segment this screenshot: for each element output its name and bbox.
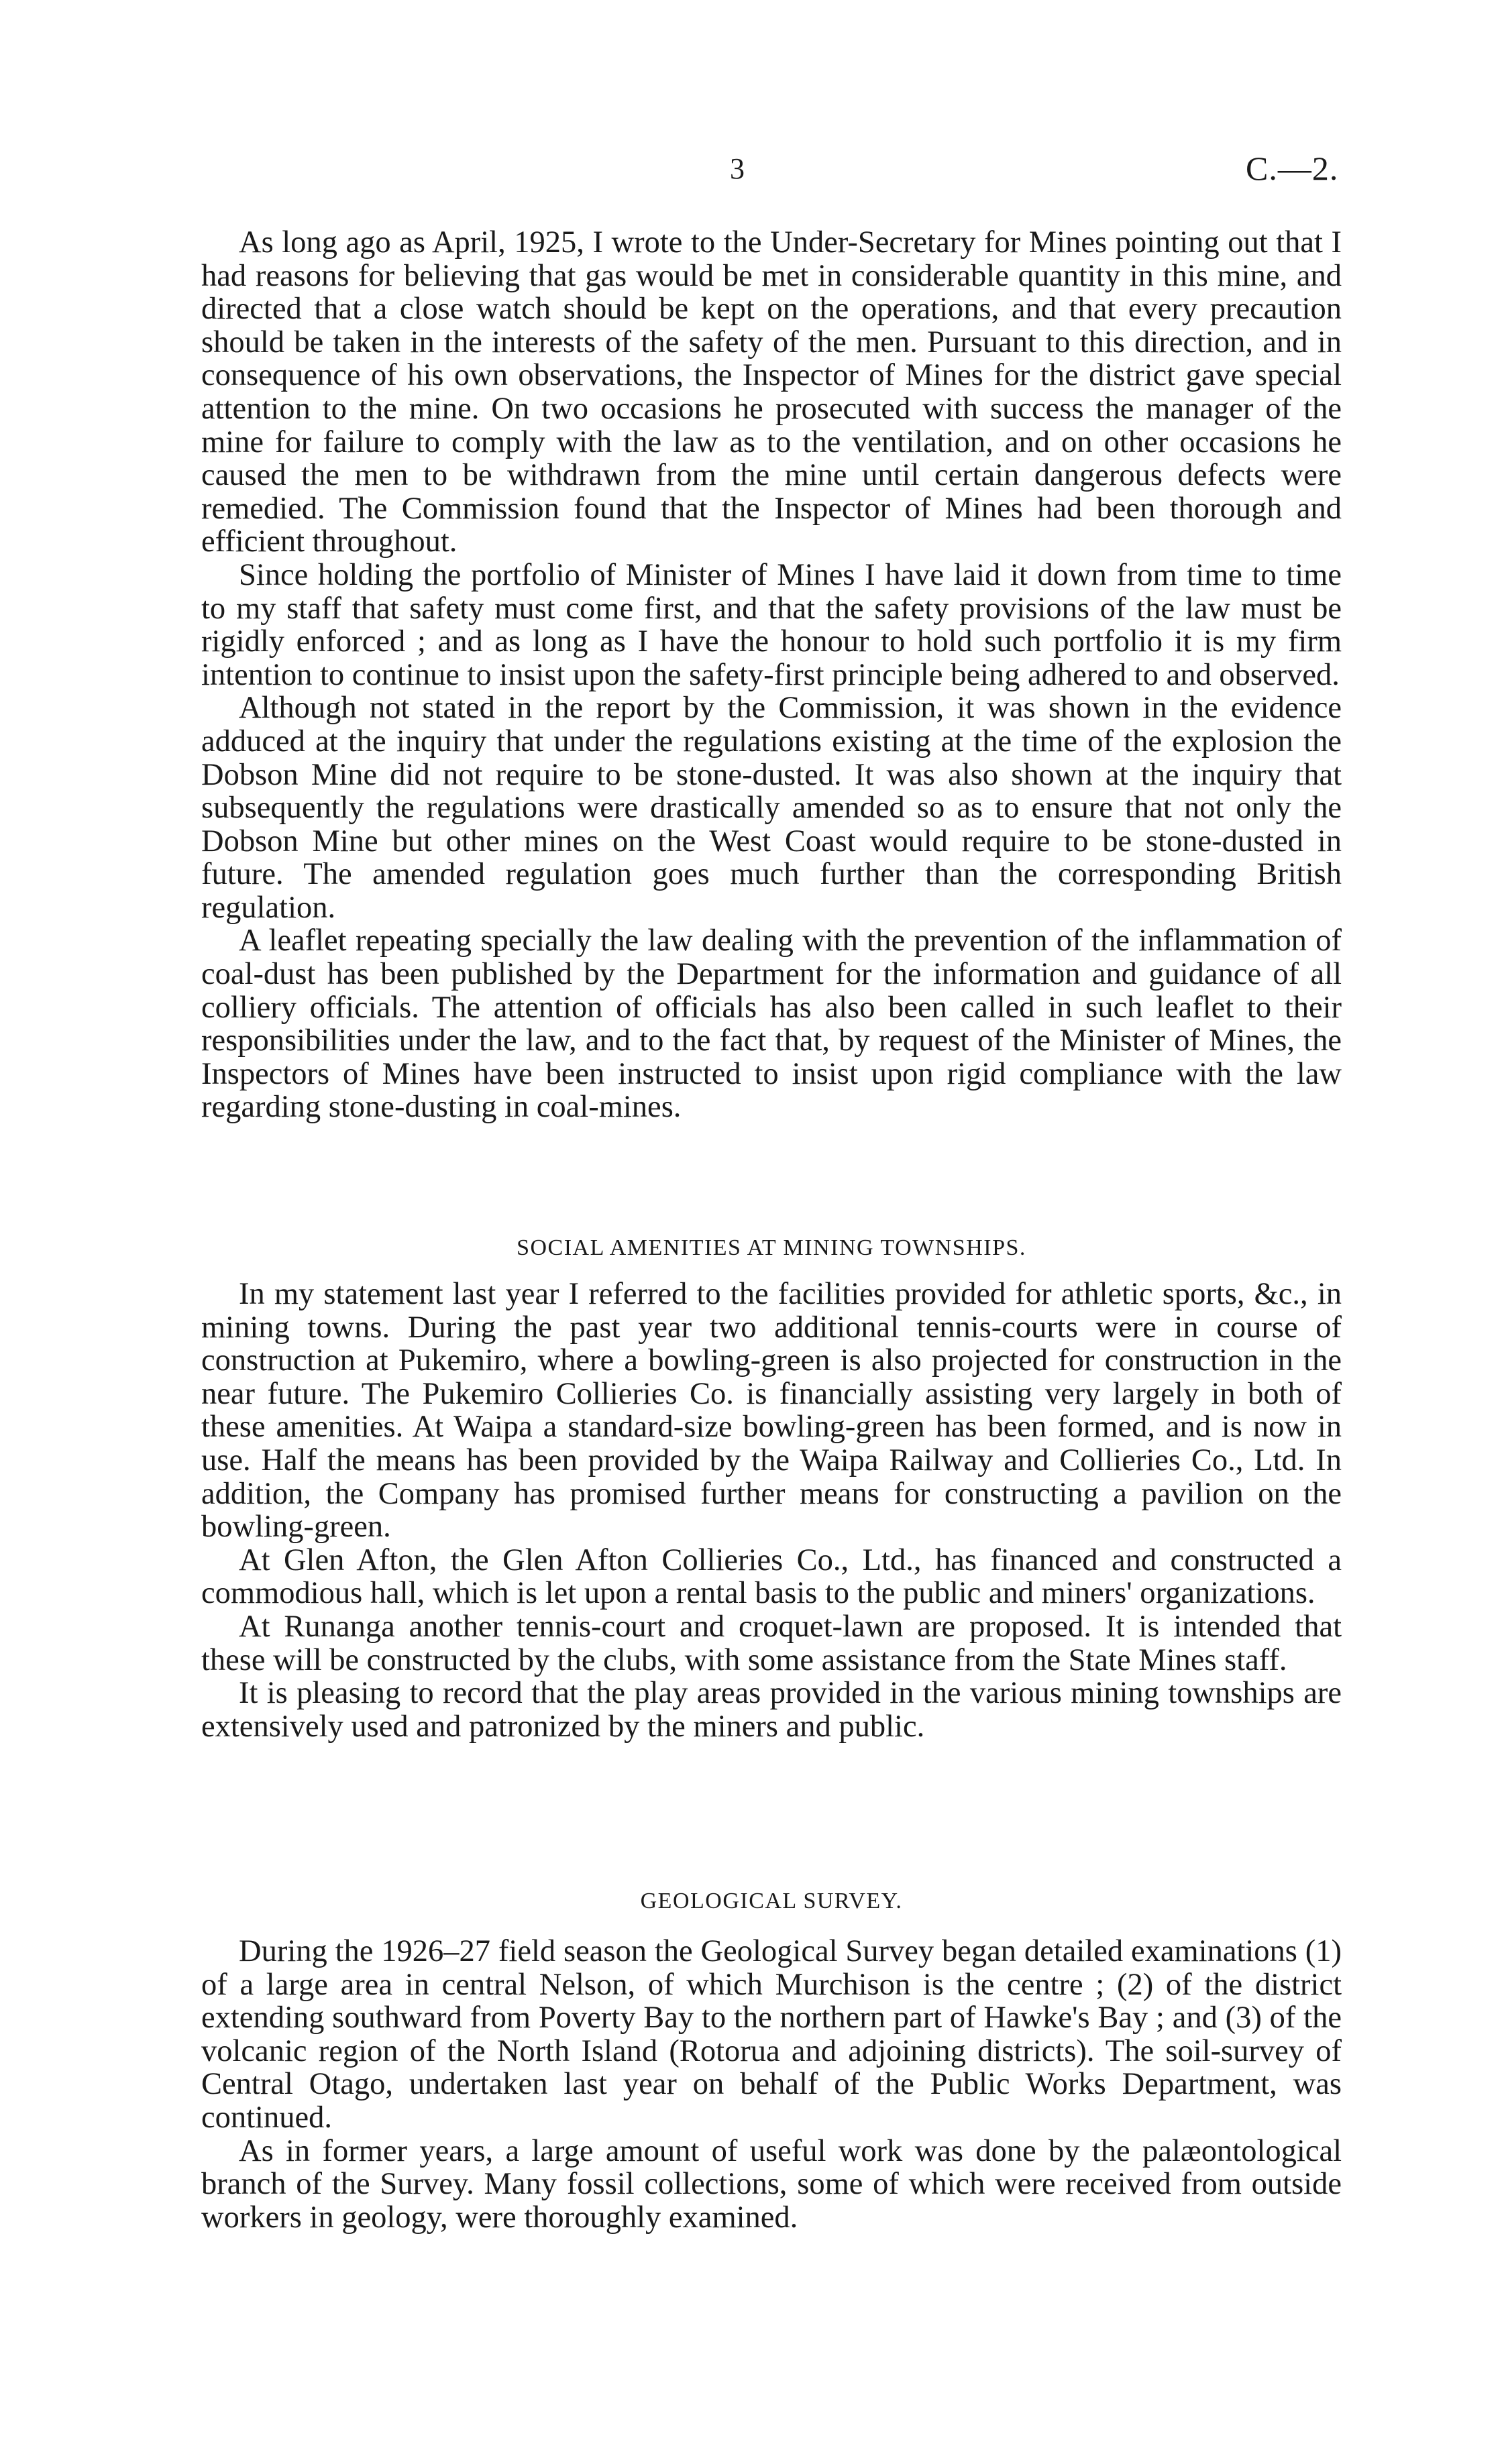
paragraph: It is pleasing to record that the play areas provided in the various mining townships are extensively used and patronized by the miners and public. — [201, 1676, 1342, 1744]
paragraph: In my statement last year I referred to the facilities provided for athletic sports, &c., in mining towns. During the past year two additional tennis-courts were in course of construction at Pukemiro, where a bowling-green is also projected for construction in the near future. The Pukemiro Collieries Co. is financially assisting very largely in both of these amenities. At Waipa a standard-size bowling-green has been formed, and is now in use. Half the means has been provided by the Waipa Railway and Collieries Co., Ltd. In addition, the Company has promised further means for constructing a pavilion on the bowling-green. — [201, 1277, 1342, 1545]
section-heading-social-amenities: SOCIAL AMENITIES AT MINING TOWNSHIPS. — [517, 1235, 1026, 1260]
paragraph: A leaflet repeating specially the law dealing with the prevention of the inflammation of coal-dust has been published by the Department for the information and guidance of all colliery officials. The attention of officials has also been called in such leaflet to their responsibilities under the law, and to the fact that, by request of the Minister of Mines, the Inspectors of Mines have been instructed to insist upon rigid compliance with the law regarding stone-dusting in coal-mines. — [201, 923, 1342, 1125]
page-number: 3 — [730, 152, 745, 185]
paragraph: As in former years, a large amount of useful work was done by the palæontological branch of the Survey. Many fossil collections, some of which were received from outside workers in geology, were thoroughly examined. — [201, 2133, 1342, 2235]
paragraph: As long ago as April, 1925, I wrote to the Under-Secretary for Mines pointing out that I had reasons for believing that gas would be met in considerable quantity in this mine, and directed that a close watch should be kept on the operations, and that every precaution should be taken in the interests of the safety of the men. Pursuant to this direction, and in consequence of his own observations, the Inspector of Mines for the district gave special attention to the mine. On two occasions he prosecuted with success the manager of the mine for failure to comply with the law as to the ventilation, and on other occasions he caused the men to be withdrawn from the mine until certain dangerous defects were remedied. The Commission found that the Inspector of Mines had been thorough and efficient throughout. — [201, 225, 1342, 559]
paragraph: During the 1926–27 field season the Geological Survey began detailed examinations (1) of a large area in central Nelson, of which Murchison is the centre ; (2) of the district extending southward from Poverty Bay to the northern part of Hawke's Bay ; and (3) of the volcanic region of the North Island (Rotorua and adjoining districts). The soil-survey of Central Otago, undertaken last year on behalf of the Public Works Department, was continued. — [201, 1934, 1342, 2135]
social-amenities-section — [201, 1278, 1342, 1743]
section-heading-geological-survey: GEOLOGICAL SURVEY. — [640, 1889, 903, 1913]
page-reference: C.—2. — [1246, 150, 1339, 187]
paragraph: Although not stated in the report by the Commission, it was shown in the evidence adduced at the inquiry that under the regulations existing at the time of the explosion the Dobson Mine did not require to be stone-dusted. It was also shown at the inquiry that subsequently the regulations were drastically amended so as to ensure that not only the Dobson Mine but other mines on the West Coast would require to be stone-dusted in future. The amended regulation goes much further than the corresponding British regulation. — [201, 691, 1342, 925]
geological-survey-section — [201, 1935, 1342, 2234]
paragraph: At Runanga another tennis-court and croquet-lawn are proposed. It is intended that these will be constructed by the clubs, with some assistance from the State Mines staff. — [201, 1609, 1342, 1677]
intro-section — [201, 226, 1342, 1124]
paragraph: At Glen Afton, the Glen Afton Collieries Co., Ltd., has financed and constructed a commodious hall, which is let upon a rental basis to the public and miners' organizations. — [201, 1543, 1342, 1611]
paragraph: Since holding the portfolio of Minister of Mines I have laid it down from time to time to my staff that safety must come first, and that the safety provisions of the law must be rigidly enforced ; and as long as I have the honour to hold such portfolio it is my firm intention to continue to insist upon the safety-first principle being adhered to and observed. — [201, 557, 1342, 692]
